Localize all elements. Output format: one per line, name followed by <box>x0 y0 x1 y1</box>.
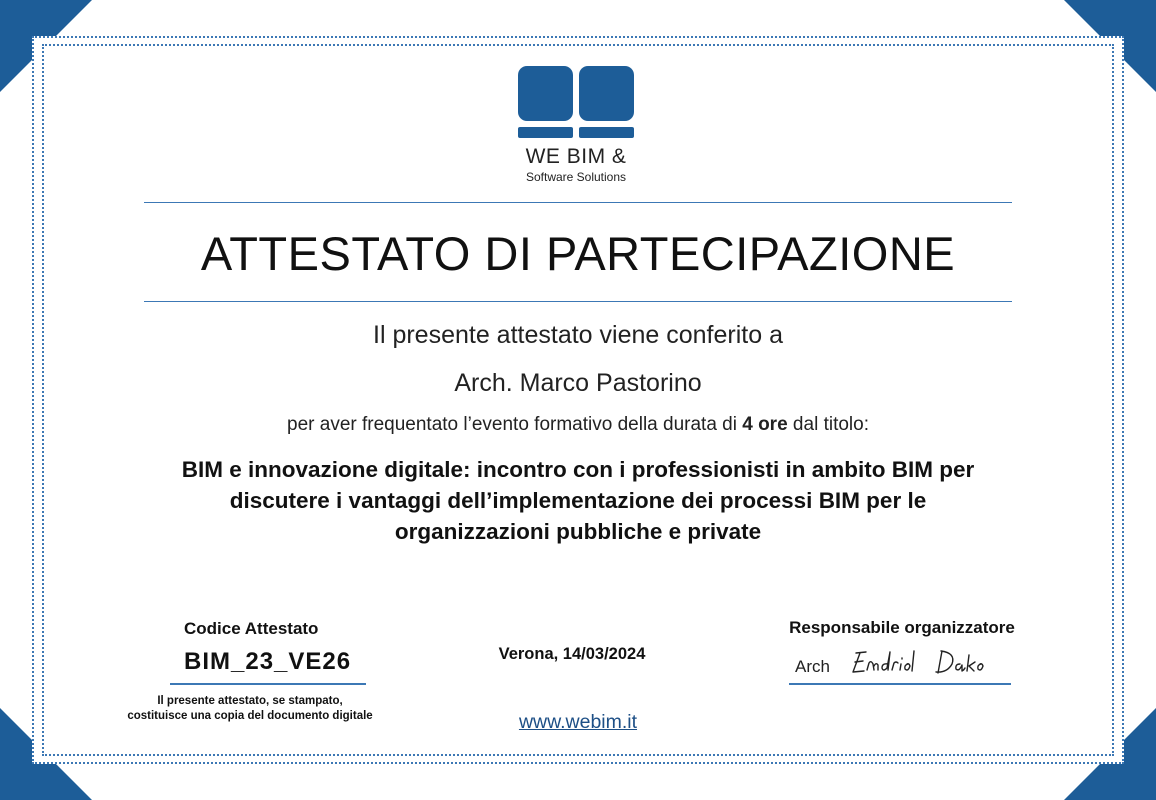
certificate-code-value: BIM_23_VE26 <box>184 648 352 675</box>
organizer-title-prefix: Arch <box>795 657 830 676</box>
title-rule-bottom <box>144 301 1012 302</box>
logo-bar-right-icon <box>579 127 634 138</box>
intro-text: Il presente attestato viene conferito a <box>373 321 783 349</box>
certificate-code-note-line2: costituisce una copia del documento digitale <box>127 710 373 722</box>
title-rule-top <box>144 202 1012 203</box>
organizer-label: Responsabile organizzatore <box>789 618 1015 637</box>
duration-text-before: per aver frequentato l’evento formativo della durata di <box>287 414 743 435</box>
website-link[interactable]: www.webim.it <box>518 711 638 733</box>
logo-company-name: WE BIM & <box>525 145 627 168</box>
certificate-code-note <box>100 694 400 724</box>
logo-tagline: Software Solutions <box>525 170 627 184</box>
logo-square-left-icon <box>518 66 573 121</box>
duration-text-after: dal titolo: <box>787 414 869 435</box>
logo-square-right-icon <box>579 66 634 121</box>
logo-bar-left-icon <box>518 127 573 138</box>
place-date: Verona, 14/03/2024 <box>498 645 646 663</box>
organizer-signature-rule <box>789 683 1011 685</box>
certificate-code-rule <box>170 683 366 685</box>
certificate-code-note-line1: Il presente attestato, se stampato, <box>157 695 343 707</box>
duration-hours: 4 ore <box>742 414 788 435</box>
organizer-signature <box>848 646 998 678</box>
certificate-title: ATTESTATO DI PARTECIPAZIONE <box>200 227 956 280</box>
recipient-name: Arch. Marco Pastorino <box>454 369 702 397</box>
duration-line <box>0 413 1156 437</box>
course-title: BIM e innovazione digitale: incontro con i professionisti in ambito BIM per discutere i vantaggi dell’implementazione dei processi BIM per le organizzazioni pubbliche e private <box>181 457 975 544</box>
certificate-code-label: Codice Attestato <box>184 619 319 638</box>
